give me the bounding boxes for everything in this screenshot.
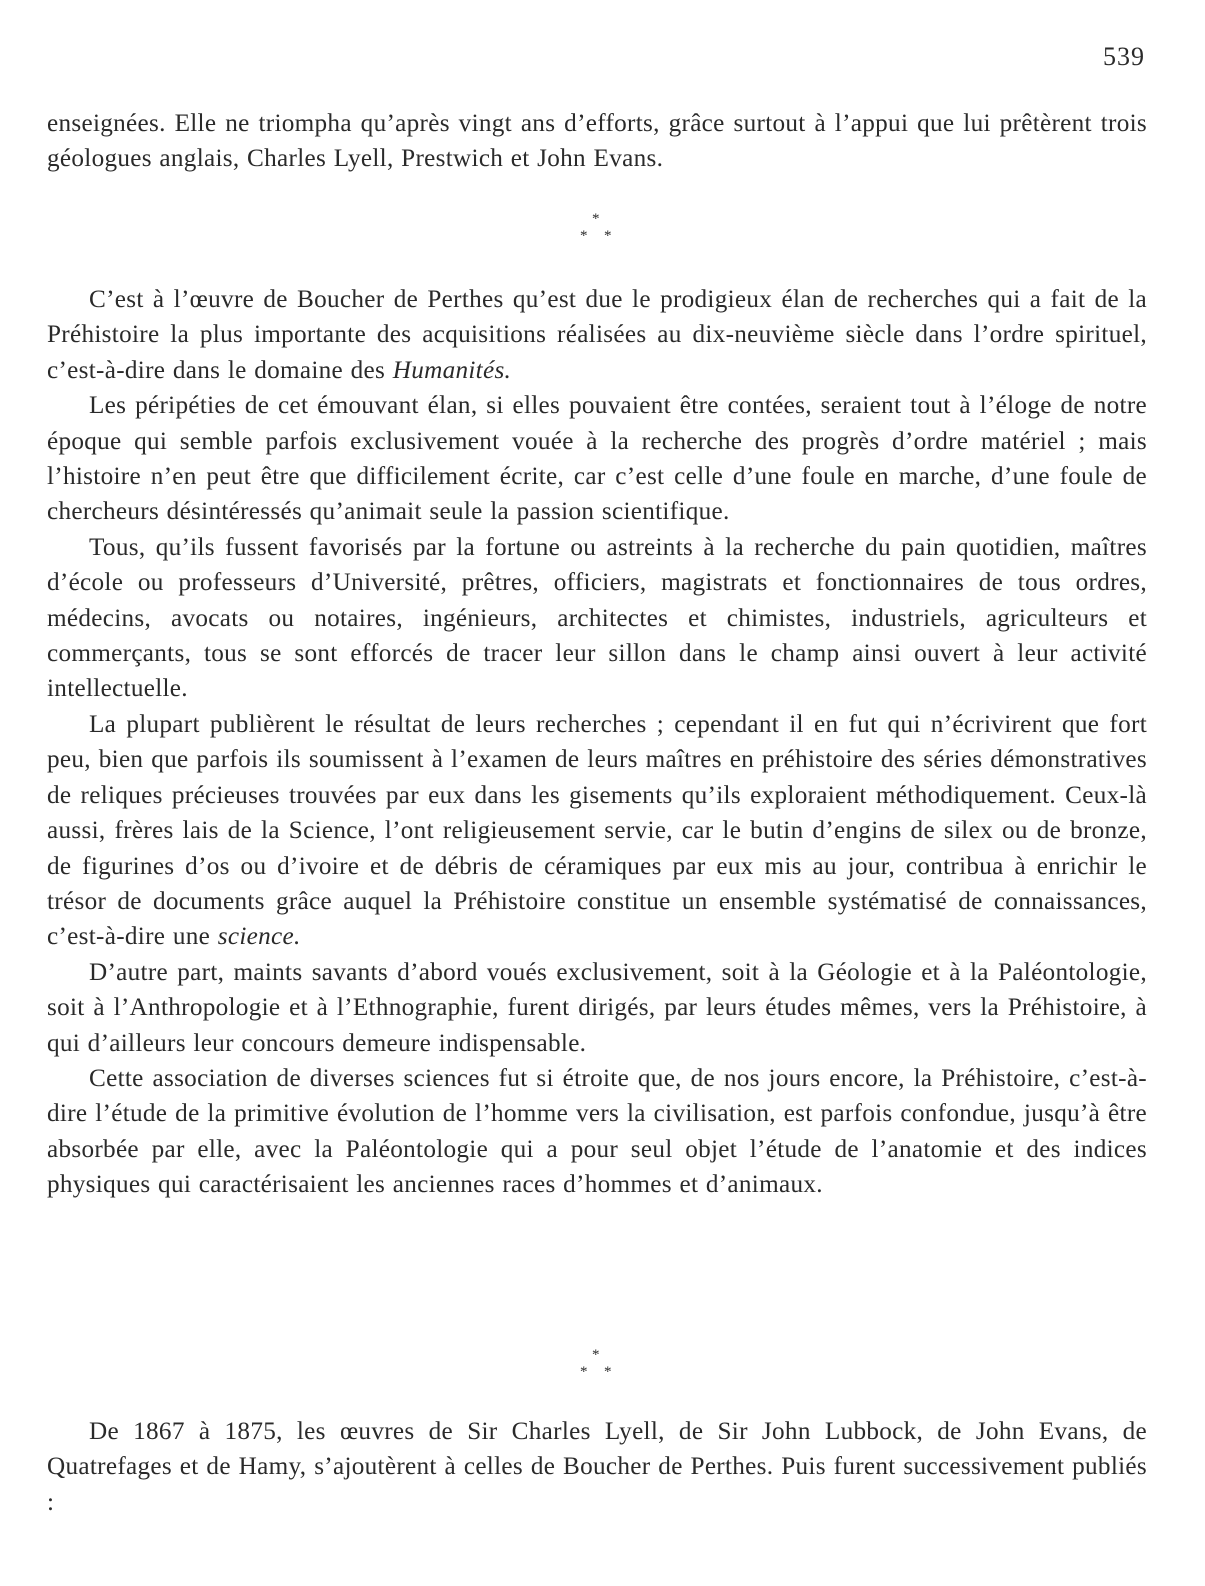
separator-star: * [580,1364,588,1380]
italic-term: science. [217,923,301,951]
paragraph: Les péripéties de cet émouvant élan, si elles pouvaient être contées, seraient tout à l’éloge de notre époque qui semble parfois exclusivement vouée à la recherche des progrès d’ordre matériel ; mais l’histoire n’en peut être que difficilement écrite, car c’est celle d’une foule en marche, d’une foule de chercheurs désintéressés qu’animait seule la passion scientifique. [47,392,1147,526]
separator-star: * [604,228,612,244]
paragraph [47,707,1147,955]
text-block-opening [47,106,1147,177]
italic-term: Humanités. [392,356,512,384]
page-number: 539 [1103,42,1145,71]
separator-star: * [580,228,588,244]
separator-star: * [604,1364,612,1380]
section-separator [577,1348,617,1382]
section-separator [577,212,617,246]
paragraph [47,282,1147,388]
separator-star: * [592,211,600,227]
paragraph-text: La plupart publièrent le résultat de leurs recherches ; cependant il en fut qui n’écrivirent que fort peu, bien que parfois ils soumissent à l’examen de leurs maîtres en préhistoire des séries démonstratives de reliques précieuses trouvées par eux dans les gisements qu’ils exploraient méthodiquement. Ceux-là aussi, frères lais de la Science, l’ont religieusement servie, car le butin d’engins de silex ou de bronze, de figurines d’os ou d’ivoire et de débris de céramiques par eux mis au jour, contribua à enrichir le trésor de documents grâce auquel la Préhistoire constitue un ensemble systématisé de connaissances, c’est-à-dire une [47,710,1147,951]
paragraph-text: C’est à l’œuvre de Boucher de Perthes qu’est due le prodigieux élan de recherches qui a fait de la Préhistoire la plus importante des acquisitions réalisées au dix-neuvième siècle dans l’ordre spirituel, c’est-à-dire dans le domaine des [47,286,1147,384]
paragraph: D’autre part, maints savants d’abord voués exclusivement, soit à la Géologie et à la Paléontologie, soit à l’Anthropologie et à l’Ethnographie, furent dirigés, par leurs études mêmes, vers la Préhistoire, à qui d’ailleurs leur concours demeure indispensable. [47,958,1147,1057]
separator-star: * [592,1347,600,1363]
text-block-main [47,282,1147,1203]
text-block-closing [47,1414,1147,1520]
paragraph: Tous, qu’ils fussent favorisés par la fortune ou astreints à la recherche du pain quotidien, maîtres d’école ou professeurs d’Université, prêtres, officiers, magistrats et fonctionnaires de tous ordres, médecins, avocats ou notaires, ingénieurs, architectes et chimistes, industriels, agriculteurs et commerçants, tous se sont efforcés de tracer leur sillon dans le champ ainsi ouvert à leur activité intellectuelle. [47,533,1147,703]
paragraph-continuation: enseignées. Elle ne triompha qu’après vingt ans d’efforts, grâce surtout à l’appui que lui prêtèrent trois géologues anglais, Charles Lyell, Prestwich et John Evans. [47,110,1147,173]
paragraph: Cette association de diverses sciences fut si étroite que, de nos jours encore, la Préhistoire, c’est-à-dire l’étude de la primitive évolution de l’homme vers la civilisation, est parfois confondue, jusqu’à être absorbée par elle, avec la Paléontologie qui a pour seul objet l’étude de l’anatomie et des indices physiques qui caractérisaient les anciennes races d’hommes et d’animaux. [47,1064,1147,1199]
paragraph: De 1867 à 1875, les œuvres de Sir Charles Lyell, de Sir John Lubbock, de John Evans, de Quatrefages et de Hamy, s’ajoutèrent à celles de Boucher de Perthes. Puis furent successivement publiés : [47,1418,1147,1516]
